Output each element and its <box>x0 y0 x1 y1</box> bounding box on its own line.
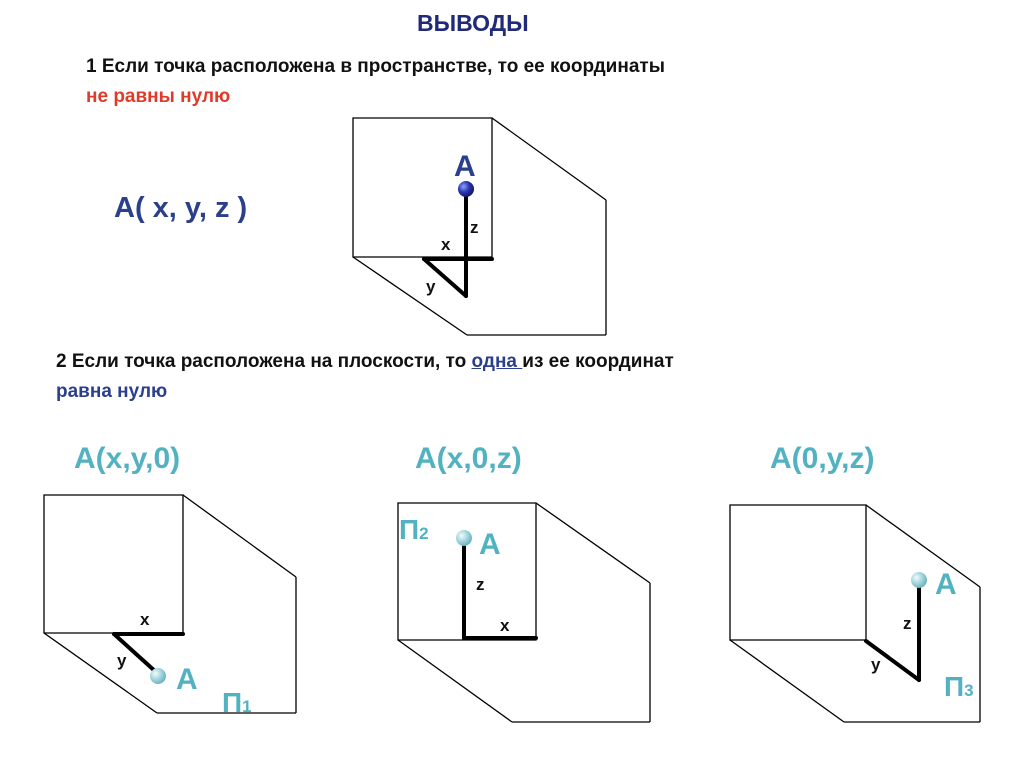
plane-1-label: П1 <box>222 687 252 718</box>
header-plane-xz: A(x,0,z) <box>415 442 522 475</box>
plane-2-label: П2 <box>399 514 429 545</box>
box-plane-3 <box>730 505 980 722</box>
box-plane-1 <box>44 495 296 713</box>
axis-y-label-plane1: y <box>117 651 127 670</box>
point-a-space-marker <box>458 181 474 197</box>
point-a-plane3-marker <box>911 572 927 588</box>
axis-x-label-plane1: x <box>140 610 150 629</box>
case1-conclusion: не равны нулю <box>86 86 231 107</box>
case2-text-end: из ее координат <box>522 351 674 372</box>
case1-coordinates: A( x, y, z ) <box>114 192 248 224</box>
point-a-space-label: A <box>454 150 476 183</box>
point-a-plane1-marker <box>150 668 166 684</box>
axis-z-label: z <box>470 218 479 237</box>
point-a-plane2-label: A <box>479 528 501 561</box>
page-title: ВЫВОДЫ <box>417 10 529 36</box>
header-plane-xy: A(x,y,0) <box>74 442 181 475</box>
plane-3-label: П3 <box>944 671 974 702</box>
case1-statement: 1 Если точка расположена в пространстве, то ее координаты <box>86 56 665 77</box>
header-plane-yz: A(0,y,z) <box>770 442 875 475</box>
point-a-plane3-label: A <box>935 568 957 601</box>
axis-z-label-plane3: z <box>903 614 912 633</box>
case2-text-start: 2 Если точка расположена на плоскости, то <box>56 351 472 372</box>
axis-y-label-plane3: y <box>871 655 881 674</box>
axis-x-label: x <box>441 235 451 254</box>
axis-x-label-plane2: x <box>500 616 510 635</box>
box-space <box>353 118 606 335</box>
axis-y-label: y <box>426 277 436 296</box>
case2-emphasis: одна <box>471 351 523 372</box>
box-plane-2 <box>398 503 650 722</box>
axis-z-label-plane2: z <box>476 575 485 594</box>
point-a-plane1-label: A <box>176 663 198 696</box>
point-a-plane2-marker <box>456 530 472 546</box>
case2-conclusion: равна нулю <box>56 381 168 402</box>
